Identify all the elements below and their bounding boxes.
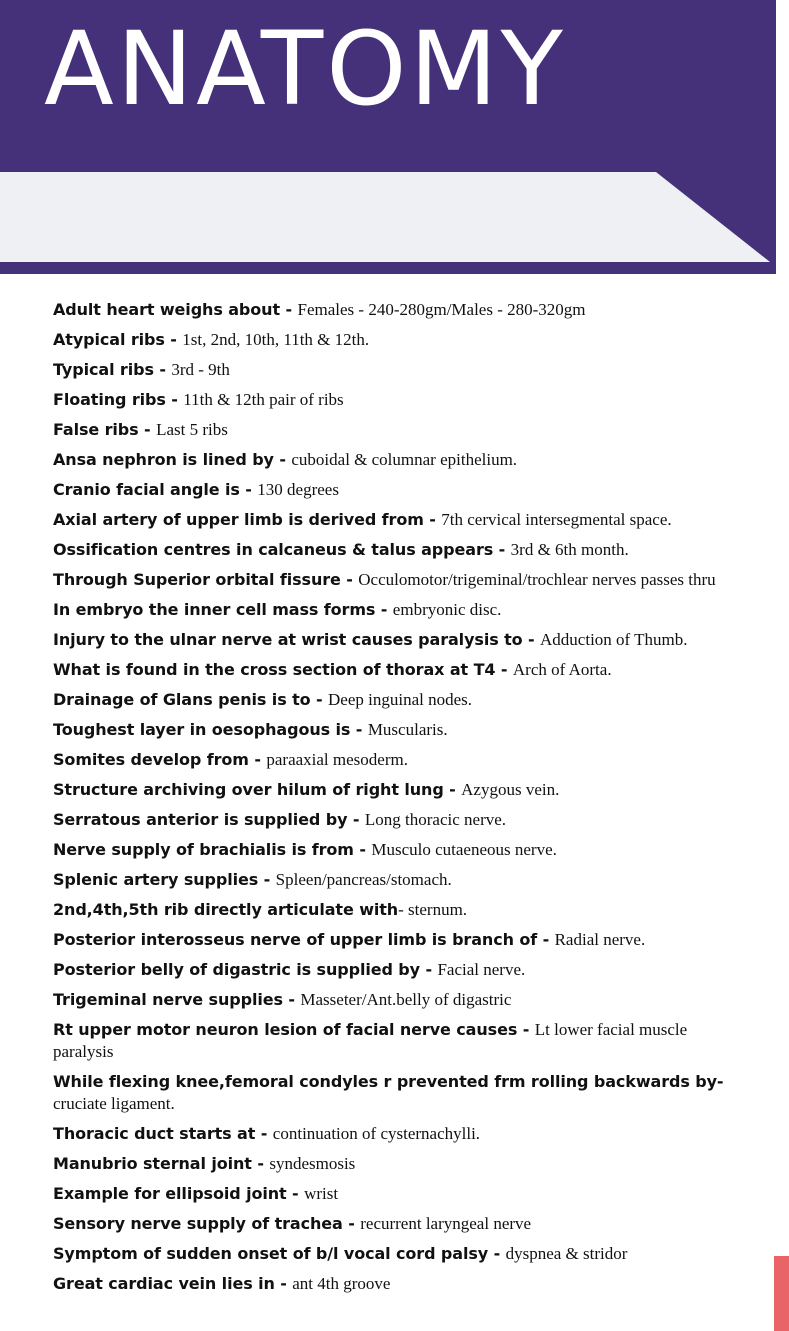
fact-question: Ansa nephron is lined by - <box>53 450 292 469</box>
fact-item <box>53 539 743 561</box>
fact-answer: - sternum. <box>398 900 468 919</box>
header-banner <box>0 0 789 282</box>
fact-item <box>53 1183 743 1205</box>
fact-answer: wrist <box>304 1184 339 1203</box>
fact-question: Ossification centres in calcaneus & talus appears - <box>53 540 511 559</box>
fact-item <box>53 629 743 651</box>
fact-question: 2nd,4th,5th rib directly articulate with <box>53 900 399 919</box>
fact-question: Thoracic duct starts at - <box>53 1124 273 1143</box>
fact-answer: Females - 240-280gm/Males - 280-320gm <box>297 300 586 319</box>
fact-answer: dyspnea & stridor <box>505 1244 628 1263</box>
fact-answer: 11th & 12th pair of ribs <box>183 390 344 409</box>
fact-question: Sensory nerve supply of trachea - <box>53 1214 361 1233</box>
fact-answer: Deep inguinal nodes. <box>328 690 473 709</box>
fact-answer: cruciate ligament. <box>53 1094 175 1113</box>
fact-question: Drainage of Glans penis is to - <box>53 690 329 709</box>
fact-answer: 7th cervical intersegmental space. <box>441 510 672 529</box>
fact-question: What is found in the cross section of thorax at T4 - <box>53 660 513 679</box>
fact-item <box>53 329 743 351</box>
fact-question: Atypical ribs - <box>53 330 183 349</box>
fact-question: In embryo the inner cell mass forms - <box>53 600 393 619</box>
header-panel <box>0 172 770 262</box>
fact-answer: Adduction of Thumb. <box>540 630 688 649</box>
fact-question: Structure archiving over hilum of right lung - <box>53 780 462 799</box>
fact-answer: 3rd - 9th <box>171 360 230 379</box>
fact-question: Typical ribs - <box>53 360 172 379</box>
header-bottom-edge <box>0 274 789 282</box>
fact-question: Injury to the ulnar nerve at wrist causes paralysis to - <box>53 630 541 649</box>
fact-answer: Radial nerve. <box>554 930 646 949</box>
fact-item <box>53 1273 743 1295</box>
fact-item <box>53 299 743 321</box>
fact-item <box>53 839 743 861</box>
fact-item <box>53 1071 743 1115</box>
fact-question: Manubrio sternal joint - <box>53 1154 270 1173</box>
fact-question: Posterior belly of digastric is supplied by - <box>53 960 438 979</box>
fact-question: Through Superior orbital fissure - <box>53 570 359 589</box>
page-title: ANATOMY <box>44 10 566 129</box>
fact-answer: Last 5 ribs <box>156 420 228 439</box>
fact-answer: syndesmosis <box>269 1154 356 1173</box>
fact-answer: Muscularis. <box>367 720 448 739</box>
fact-item <box>53 809 743 831</box>
fact-answer: Long thoracic nerve. <box>364 810 507 829</box>
fact-answer: 1st, 2nd, 10th, 11th & 12th. <box>182 330 370 349</box>
fact-question: Toughest layer in oesophagous is - <box>53 720 368 739</box>
fact-answer: paraaxial mesoderm. <box>266 750 408 769</box>
fact-item <box>53 389 743 411</box>
fact-question: Nerve supply of brachialis is from - <box>53 840 372 859</box>
fact-item <box>53 749 743 771</box>
fact-answer: embryonic disc. <box>392 600 502 619</box>
fact-question: Cranio facial angle is - <box>53 480 258 499</box>
fact-answer: 3rd & 6th month. <box>510 540 629 559</box>
fact-question: Adult heart weighs about - <box>53 300 298 319</box>
fact-list <box>53 299 743 1303</box>
fact-item <box>53 419 743 441</box>
fact-item <box>53 959 743 981</box>
fact-item <box>53 1019 743 1063</box>
fact-question: Axial artery of upper limb is derived from - <box>53 510 442 529</box>
fact-item <box>53 449 743 471</box>
header-margin <box>776 0 789 282</box>
fact-item <box>53 1153 743 1175</box>
fact-answer: Facial nerve. <box>437 960 526 979</box>
fact-answer: 130 degrees <box>257 480 339 499</box>
fact-item <box>53 989 743 1011</box>
fact-answer: recurrent laryngeal nerve <box>360 1214 532 1233</box>
fact-question: Posterior interosseus nerve of upper limb is branch of - <box>53 930 555 949</box>
fact-question: Splenic artery supplies - <box>53 870 276 889</box>
fact-question: Somites develop from - <box>53 750 267 769</box>
edge-marker <box>774 1256 789 1331</box>
fact-question: While flexing knee,femoral condyles r prevented frm rolling backwards by- <box>53 1072 724 1091</box>
fact-question: Trigeminal nerve supplies - <box>53 990 301 1009</box>
fact-item <box>53 479 743 501</box>
fact-question: Rt upper motor neuron lesion of facial nerve causes - <box>53 1020 535 1039</box>
fact-item <box>53 869 743 891</box>
fact-question: Example for ellipsoid joint - <box>53 1184 305 1203</box>
fact-item <box>53 689 743 711</box>
fact-item <box>53 1243 743 1265</box>
fact-question: Floating ribs - <box>53 390 184 409</box>
fact-answer: Arch of Aorta. <box>512 660 612 679</box>
fact-answer: cuboidal & columnar epithelium. <box>291 450 518 469</box>
fact-item <box>53 659 743 681</box>
fact-item <box>53 929 743 951</box>
fact-item <box>53 1123 743 1145</box>
fact-answer: Lt lower facial muscle paralysis <box>53 1020 688 1061</box>
fact-question: Serratous anterior is supplied by - <box>53 810 365 829</box>
fact-question: False ribs - <box>53 420 157 439</box>
fact-item <box>53 599 743 621</box>
fact-answer: Musculo cutaeneous nerve. <box>371 840 557 859</box>
fact-answer: ant 4th groove <box>292 1274 391 1293</box>
fact-item <box>53 719 743 741</box>
fact-answer: Occulomotor/trigeminal/trochlear nerves passes thru <box>358 570 716 589</box>
fact-answer: Azygous vein. <box>461 780 560 799</box>
fact-question: Symptom of sudden onset of b/l vocal cord palsy - <box>53 1244 506 1263</box>
fact-item <box>53 1213 743 1235</box>
fact-question: Great cardiac vein lies in - <box>53 1274 293 1293</box>
fact-answer: Masseter/Ant.belly of digastric <box>300 990 512 1009</box>
fact-item <box>53 509 743 531</box>
fact-item <box>53 779 743 801</box>
fact-item <box>53 899 743 921</box>
fact-answer: Spleen/pancreas/stomach. <box>275 870 452 889</box>
fact-item <box>53 569 743 591</box>
fact-answer: continuation of cysternachylli. <box>272 1124 481 1143</box>
fact-item <box>53 359 743 381</box>
